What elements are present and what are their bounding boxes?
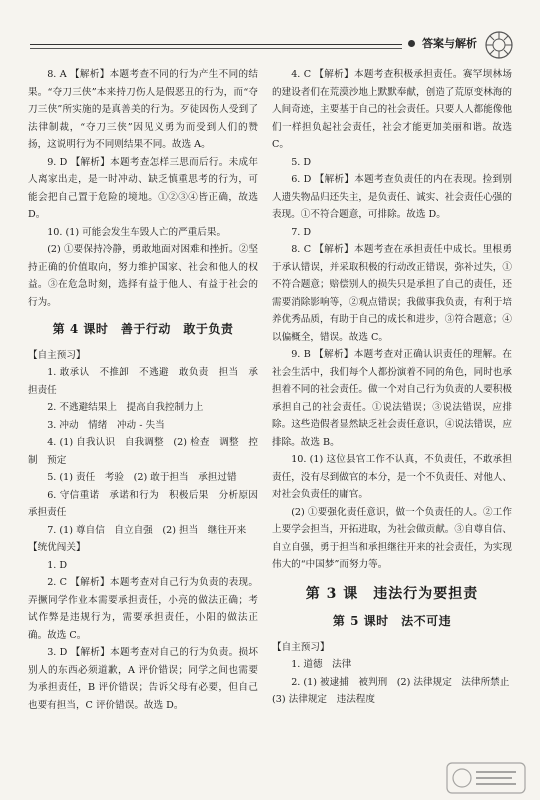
left-column [28,66,268,714]
preview-label: 【自主预习】 [28,349,86,361]
answer-q10-1: 10. (1) 可能会发生车毁人亡的严重后果。 [47,226,227,238]
answer-q10-1-right: 10. (1) 这位县官工作不认真，不负责任，不敢承担责任，没有尽到做官的本分，是一个不负责任、对他人、对社会负责任的庸官。 [272,454,512,500]
header-rule [30,44,402,45]
right-column [272,66,512,709]
preview-item-right: 2. (1) 被逮捕 被判刑 (2) 法律规定 法律所禁止 [291,676,510,688]
preview-item-right: (3) 法律规定 违法程度 [272,694,375,705]
preview-label-right: 【自主预习】 [272,641,330,653]
answer-q6: 6. D 【解析】本题考查负责任的内在表现。捡到别人遗失物品归还失主，是负责任、诚实、社会责任心强的表现。①不符合题意，可排除。故选 D。 [272,174,512,220]
preview-item: 3. 冲动 情绪 冲动 - 失当 [47,419,165,431]
lesson-4-title: 第 4 课时 善于行动 敢于负责 [52,322,234,336]
answer-q9: 9. D 【解析】本题考查怎样三思而后行。未成年人离家出走，是一时冲动、缺乏慎重思考的行为，可能会把自己置于危险的境地。①②③④皆正确，故选 D。 [28,156,258,220]
unit-3-title: 第 3 课 违法行为要担责 [305,585,479,602]
page-header [30,30,512,64]
preview-item: 7. (1) 尊自信 自立自强 (2) 担当 继往开来 [47,524,247,536]
answer-q10-2-right: (2) ①要强化责任意识，做一个负责任的人。②工作上要学会担当，开拓进取，为社会做贡献。③自尊自信、自立自强，勇于担当和承担继往开来的社会责任，为实现伟大的“中国梦”而努力等。 [272,506,512,570]
answer-q7: 7. D [291,226,312,238]
answer-q8: 8. A 【解析】本题考查不同的行为产生不同的结果。“夺刀三侠”本来持刀伤人是假恶丑的行为，而“夺刀三侠”所实施的是真善美的行为。歹徒因伤人受到了法律制裁，“夺刀三侠”因见义勇为而受到人们的赞扬，这说明行为不同则结果不同。故选 A。 [28,69,258,150]
answer-q5: 5. D [291,156,312,168]
answer-q8-right: 8. C 【解析】本题考查在承担责任中成长。里根勇于承认错误，并采取积极的行动改正错误，弥补过失，①不符合题意；赔偿别人的损失只是承担了自己的责任，还需要消除影响等，②观点错误；我做事我负责，有利于培养优秀品质，有助于自己的成长和进步，③符合题意；④以偏概全，错误。故选 C。 [272,244,512,343]
preview-item: 6. 守信重诺 承诺和行为 积极后果 分析原因 承担责任 [28,489,268,518]
answer-q10-2: (2) ①要保持冷静，勇敢地面对困难和挫折。②坚持正确的价值取向，努力维护国家、社会和他人的权益。③在危急时刻，选择有益于他人、有益于社会的行为。 [28,244,258,308]
preview-item: 4. (1) 自我认识 自我调整 (2) 检查 调整 控制 预定 [28,437,258,466]
preview-item: 2. 不逃避结果上 提高自我控制力上 [47,402,204,413]
header-bullet-icon [408,40,415,47]
watermark-stamp-icon [446,762,526,794]
answer-q9-right: 9. B 【解析】本题考查对正确认识责任的理解。在社会生活中，我们每个人都扮演着不同的角色，同时也承担着不同的社会责任。做一个对自己行为负责的人要积极承担自己的社会责任。①说法错误；③说法错误，应排除。这些造假者显然缺乏社会责任意识，④说法错误，应排除。故选 B。 [272,349,512,448]
answer-q4: 4. C 【解析】本题考查积极承担责任。赛罕坝林场的建设者们在荒漠沙地上默默奉献，创造了荒原变林海的人间奇迹，主要基于自己的社会责任。只要人人都能像他们一样担负起社会责任，社会才能更加美丽和谐。故选 C。 [272,69,512,150]
lesson-5-title: 第 5 课时 法不可违 [332,614,452,628]
answer-q3: 3. D 【解析】本题考查对自己的行为负责。损坏别人的东西必须道歉，A 评价错误；同学之间也需要为承担责任，B 评价错误；告诉父母有必要，但自己也要有担当，C 评价错误。故选 D。 [28,647,258,711]
header-rule-thin [30,48,402,49]
preview-item: 5. (1) 责任 考验 (2) 敢于担当 承担过错 [47,472,237,483]
answer-q1: 1. D [47,559,68,571]
preview-item: 1. 敢承认 不推卸 不逃避 敢负责 担当 承担责任 [28,367,258,396]
flower-emblem-icon [484,30,514,60]
answer-q2: 2. C 【解析】本题考查对自己行为负责的表现。弄撅同学作业本需要承担责任，小亮的做法正确；考试作弊是违规行为，需要承担责任，小阳的做法正确。故选 C。 [28,577,258,641]
preview-item-right: 1. 道德 法律 [291,659,352,670]
practice-label: 【统优闯关】 [28,542,86,553]
header-title: 答案与解析 [422,37,477,50]
